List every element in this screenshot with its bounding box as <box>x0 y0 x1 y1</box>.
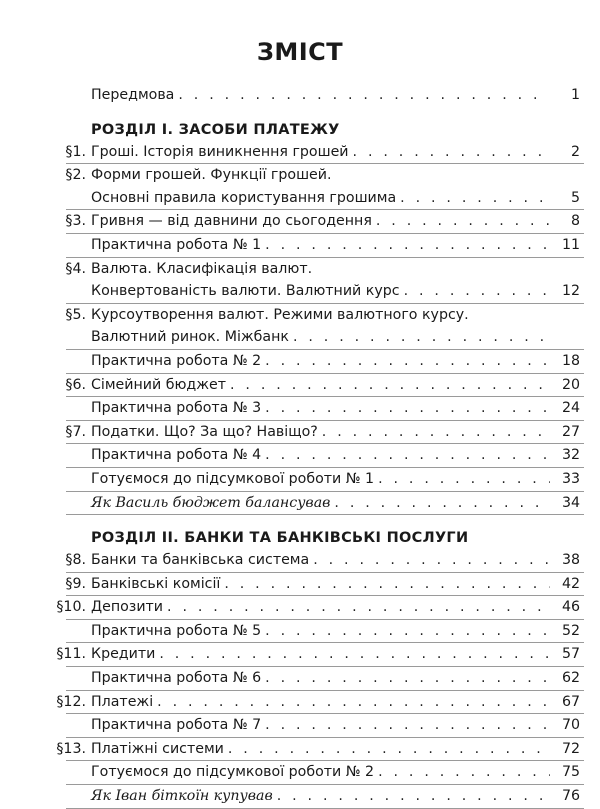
toc-entry-page-number: 5 <box>570 189 580 206</box>
toc-entry[interactable] <box>66 785 584 809</box>
toc-entry-title: Банки та банківська система <box>91 552 310 569</box>
toc-entry[interactable] <box>56 596 584 620</box>
toc-entry-title: Платежі <box>91 693 154 710</box>
toc-entry-title: Готуємося до підсумкової роботи № 1 <box>91 470 375 487</box>
dot-leader <box>230 374 550 397</box>
toc-entry-page-number: 62 <box>561 670 580 687</box>
toc-entry-title: Практична робота № 5 <box>91 622 262 639</box>
toc-entry-title: Кредити <box>91 646 156 663</box>
dot-leader <box>322 421 550 444</box>
toc-entry-page-number: 75 <box>561 764 580 781</box>
toc-entry-page-number: 27 <box>561 423 580 440</box>
toc-entry-title: Депозити <box>91 599 164 616</box>
toc-entry-number: §13. <box>56 740 86 757</box>
toc-entry-page-number: 1 <box>570 87 580 103</box>
toc-entry-page-number: 12 <box>561 283 580 300</box>
toc-entry[interactable] <box>56 691 584 715</box>
section-heading: РОЗДІЛ I. ЗАСОБИ ПЛАТЕЖУ <box>91 121 340 138</box>
dot-leader <box>400 187 550 210</box>
toc-entry-number: §8. <box>65 552 86 569</box>
toc-entry[interactable] <box>66 444 584 468</box>
toc-entry-title: Податки. Що? За що? Навіщо? <box>91 423 318 440</box>
toc-entry[interactable] <box>66 304 584 350</box>
toc-entry-title: Основні правила користування грошима <box>91 189 397 206</box>
toc-entry[interactable] <box>56 643 584 667</box>
toc-entry[interactable] <box>66 141 584 165</box>
toc-entry-number: §6. <box>65 376 86 393</box>
toc-entry-number: §11. <box>56 646 86 663</box>
toc-entry[interactable] <box>66 164 584 210</box>
toc-entry-number: §4. <box>65 260 86 277</box>
toc-entry-number: §9. <box>65 575 86 592</box>
toc-entry[interactable] <box>66 573 584 597</box>
toc-entry[interactable] <box>66 350 584 374</box>
toc-entry[interactable] <box>66 468 584 492</box>
toc-entry-title: Курсоутворення валют. Режими валютного курсу. <box>91 306 469 323</box>
toc-entry-page-number: 32 <box>561 447 580 464</box>
toc-entry-page-number: 2 <box>570 143 580 160</box>
section-heading: РОЗДІЛ II. БАНКИ ТА БАНКІВСЬКІ ПОСЛУГИ <box>91 530 469 547</box>
toc-entry[interactable] <box>66 258 584 304</box>
toc-entry-title: Валюта. Класифікація валют. <box>91 260 313 277</box>
toc-entry-page-number: 42 <box>561 575 580 592</box>
toc-entry-title: Конвертованість валюти. Валютний курс <box>91 283 400 300</box>
toc-entry-page-number: 34 <box>561 494 580 511</box>
toc-entry-page-number: 72 <box>561 740 580 757</box>
toc-entry-page-number: 33 <box>561 470 580 487</box>
toc-entry-page-number: 8 <box>570 213 580 230</box>
dot-leader <box>353 141 550 164</box>
toc-entry[interactable] <box>66 234 584 258</box>
toc-entry-title: Готуємося до підсумкової роботи № 2 <box>91 764 375 781</box>
toc-entry[interactable] <box>66 397 584 421</box>
toc-entry-title: Передмова <box>91 87 175 103</box>
toc-entry-title: Практична робота № 3 <box>91 400 262 417</box>
toc-entry-page-number: 76 <box>561 788 580 805</box>
dot-leader <box>224 573 550 596</box>
toc-entry[interactable] <box>66 714 584 738</box>
dot-leader <box>265 620 550 643</box>
toc-entry-page-number: 18 <box>561 352 580 369</box>
dot-leader <box>265 350 550 373</box>
toc-entry[interactable] <box>66 210 584 234</box>
toc-entry-title: Платіжні системи <box>91 740 224 757</box>
toc-entry-number: §5. <box>65 306 86 323</box>
toc-entry-page-number: 46 <box>561 599 580 616</box>
toc-entry-title: Як Василь бюджет балансував <box>91 494 331 511</box>
toc-entry-number: §7. <box>65 423 86 440</box>
toc-entry[interactable] <box>66 667 584 691</box>
toc-entry-title: Практична робота № 4 <box>91 447 262 464</box>
toc-entry-number: §2. <box>65 167 86 184</box>
toc-entry-title: Сімейний бюджет <box>91 376 227 393</box>
toc-entry[interactable] <box>66 492 584 516</box>
toc-entry[interactable] <box>66 374 584 398</box>
toc-entry-number: §3. <box>65 213 86 230</box>
toc-entry-page-number: 11 <box>561 236 580 253</box>
toc-entry[interactable] <box>66 761 584 785</box>
toc-entry[interactable] <box>66 421 584 445</box>
toc-entry[interactable] <box>66 549 584 573</box>
dot-leader <box>167 596 550 619</box>
dot-leader <box>376 210 550 233</box>
toc-entry-page-number: 24 <box>561 400 580 417</box>
dot-leader <box>265 444 550 467</box>
dot-leader <box>265 234 550 257</box>
dot-leader <box>159 643 550 666</box>
toc-entry-page-number: 70 <box>561 717 580 734</box>
table-of-contents <box>0 84 600 809</box>
dot-leader <box>228 738 550 761</box>
dot-leader <box>265 667 550 690</box>
dot-leader <box>265 397 550 420</box>
toc-entry-title: Як Іван біткоїн купував <box>91 788 273 805</box>
toc-entry-number: §1. <box>65 143 86 160</box>
dot-leader <box>277 785 550 808</box>
dot-leader <box>334 492 550 515</box>
toc-entry-number: §12. <box>56 693 86 710</box>
toc-entry[interactable] <box>66 620 584 644</box>
toc-entry-page-number: 38 <box>561 552 580 569</box>
dot-leader <box>404 280 550 303</box>
dot-leader <box>378 761 550 784</box>
toc-entry-title: Практична робота № 2 <box>91 352 262 369</box>
toc-entry-title: Практична робота № 6 <box>91 670 262 687</box>
dot-leader <box>293 326 550 349</box>
toc-entry-page-number: 20 <box>561 376 580 393</box>
toc-entry-title: Валютний ринок. Міжбанк <box>91 329 289 346</box>
dot-leader <box>313 549 550 572</box>
toc-entry-title: Практична робота № 7 <box>91 717 262 734</box>
toc-entry-title: Практична робота № 1 <box>91 236 262 253</box>
toc-entry-title: Банківські комісії <box>91 575 221 592</box>
toc-entry-page-number: 57 <box>561 646 580 663</box>
toc-entry-number: §10. <box>56 599 86 616</box>
toc-entry-title: Гроші. Історія виникнення грошей <box>91 143 349 160</box>
toc-entry-title: Форми грошей. Функції грошей. <box>91 167 332 184</box>
toc-entry-page-number: 52 <box>561 622 580 639</box>
toc-entry-page-number: 67 <box>561 693 580 710</box>
toc-entry[interactable] <box>0 84 600 107</box>
page-title: ЗМІСТ <box>256 38 344 66</box>
toc-entry-title: Гривня — від давнини до сьогодення <box>91 213 372 230</box>
dot-leader <box>178 84 550 107</box>
dot-leader <box>378 468 550 491</box>
dot-leader <box>157 691 550 714</box>
toc-entry[interactable] <box>56 738 584 762</box>
dot-leader <box>265 714 550 737</box>
